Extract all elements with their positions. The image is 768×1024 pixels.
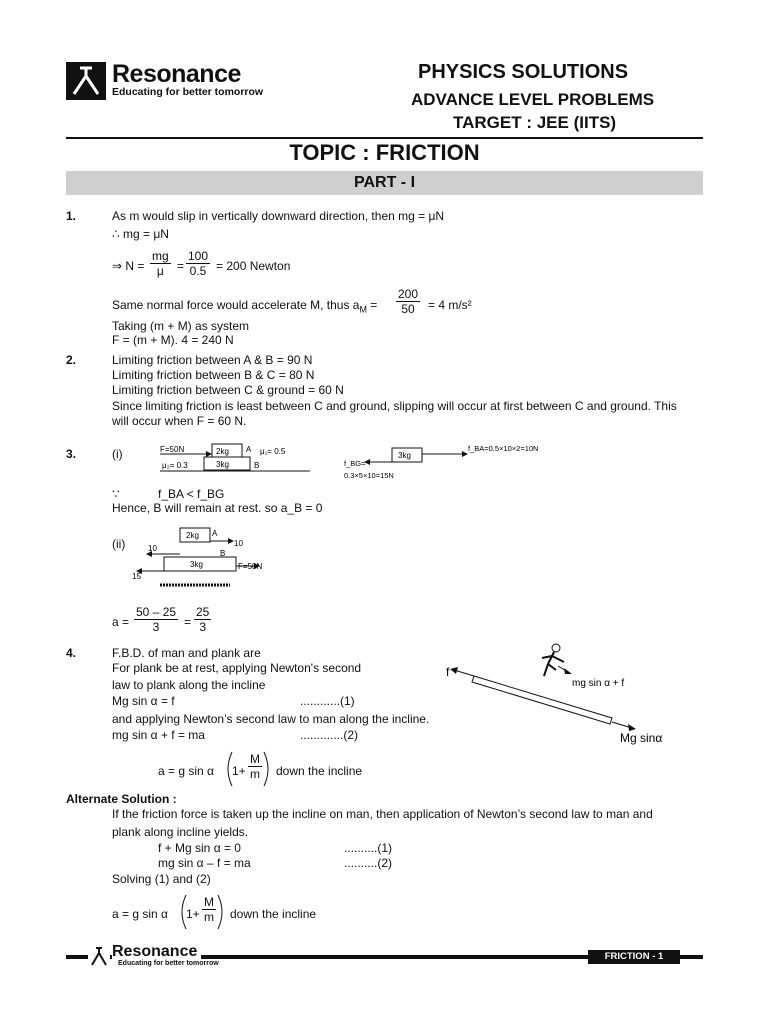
q4-incline-figure bbox=[440, 636, 690, 748]
fig-plank-label: Mg sinα bbox=[620, 731, 663, 745]
d1-mu1: μ₁= 0.5 bbox=[260, 447, 286, 456]
q4-line-3: law to plank along the incline bbox=[112, 678, 266, 692]
d2-fba-label: f_BA=0.5×10×2=10N bbox=[468, 444, 539, 453]
q3-f-den: 3 bbox=[152, 620, 160, 634]
q1-fraction-1 bbox=[150, 249, 171, 278]
alt-title: Alternate Solution : bbox=[66, 792, 177, 806]
d1-b-letter: B bbox=[254, 461, 260, 470]
q1-l4-eq: = bbox=[370, 298, 378, 312]
footer-logo-glyph-icon bbox=[88, 945, 110, 967]
q1-l4-text: Same normal force would accelerate M, thus a bbox=[112, 298, 360, 312]
q4-result-prefix: a = g sin α bbox=[158, 764, 214, 778]
alt-line-1: If the friction force is taken up the incline on man, then application of Newton’s second law to man and bbox=[112, 807, 653, 821]
q1-f3-num: 200 bbox=[398, 287, 419, 301]
q1-f2-num: 100 bbox=[188, 249, 209, 263]
q4-res-den: m bbox=[250, 767, 260, 781]
alt-eq-2: mg sin α – f = ma bbox=[158, 856, 251, 870]
alt-res-num: M bbox=[204, 895, 214, 909]
q3-part-i: (i) bbox=[112, 447, 123, 461]
alt-res-den: m bbox=[204, 910, 214, 924]
fig-man-icon bbox=[542, 644, 564, 676]
d1-block-a-label: 2kg bbox=[216, 447, 229, 456]
q2-line-1: Limiting friction between A & B = 90 N bbox=[112, 353, 313, 367]
q4-line-6-ref: .............(2) bbox=[300, 728, 359, 742]
q1-line-1: As m would slip in vertically downward direction, then mg = μN bbox=[112, 209, 445, 223]
q1-line-6: F = (m + M). 4 = 240 N bbox=[112, 333, 234, 347]
footer-tagline: Educating for better tomorrow bbox=[118, 960, 219, 967]
alt-line-2: plank along incline yields. bbox=[112, 825, 249, 839]
footer-logo-mark bbox=[88, 945, 110, 967]
page-number-badge: FRICTION - 1 bbox=[588, 950, 680, 964]
q4-res-num: M bbox=[250, 752, 260, 766]
q4-result-one: 1+ bbox=[232, 764, 246, 778]
q3-diagram-2 bbox=[340, 440, 540, 484]
logo-glyph-icon bbox=[66, 62, 106, 100]
q2-number: 2. bbox=[66, 353, 77, 367]
d1-mu2: μ₂= 0.3 bbox=[162, 461, 188, 470]
d3-force-label: F=50N bbox=[238, 562, 263, 571]
q1-eq-post: = 200 Newton bbox=[216, 259, 291, 273]
q4-line-5: and applying Newton’s second law to man along the incline. bbox=[112, 712, 430, 726]
fig-friction-arrowhead-icon bbox=[450, 667, 458, 674]
alt-result-one: 1+ bbox=[186, 907, 200, 921]
q3-hence: Hence, B will remain at rest. so a_B = 0 bbox=[112, 501, 323, 515]
alt-eq-1: f + Mg sin α = 0 bbox=[158, 841, 241, 855]
q3-a-prefix: a = bbox=[112, 615, 130, 629]
part-banner bbox=[66, 171, 703, 195]
q1-f3-den: 50 bbox=[401, 302, 415, 316]
part-label: PART - I bbox=[353, 174, 416, 191]
d2-block-label: 3kg bbox=[398, 451, 411, 460]
header-rule bbox=[66, 137, 703, 139]
q4-number: 4. bbox=[66, 646, 77, 660]
brand-name: Resonance bbox=[112, 60, 241, 88]
q1-eq-mid: = bbox=[177, 259, 185, 273]
fig-man-arrowhead-icon bbox=[564, 668, 572, 674]
q1-l4-post: = 4 m/s² bbox=[428, 298, 472, 312]
doc-title: PHYSICS SOLUTIONS bbox=[418, 61, 629, 83]
d3-15: 15 bbox=[132, 572, 141, 581]
q3-fraction-2 bbox=[194, 605, 211, 634]
q3-diagram-3 bbox=[130, 524, 290, 592]
brand-tagline: Educating for better tomorrow bbox=[112, 86, 264, 98]
q1-line-2: ∴ mg = μN bbox=[112, 227, 169, 241]
q3-diagram-1 bbox=[140, 440, 320, 484]
q1-eq-prefix: ⇒ N = bbox=[112, 259, 145, 273]
q1-f1-den: μ bbox=[156, 264, 164, 278]
q1-line-4 bbox=[112, 298, 377, 314]
doc-subtitle: ADVANCE LEVEL PROBLEMS bbox=[411, 90, 655, 109]
alt-eq-2-ref: ..........(2) bbox=[344, 856, 393, 870]
d2-fbg-label-2: 0.3×5×10=15N bbox=[344, 471, 394, 480]
q3-comparison: f_BA < f_BG bbox=[158, 487, 225, 501]
fig-man-label: mg sin α + f bbox=[572, 678, 625, 689]
alt-result-prefix: a = g sin α bbox=[112, 907, 168, 921]
q1-l4-sub: M bbox=[359, 304, 367, 315]
q2-line-3: Limiting friction between C & ground = 60 N bbox=[112, 383, 344, 397]
d3-b-letter: B bbox=[220, 549, 226, 558]
d1-a-letter: A bbox=[246, 445, 252, 454]
q2-line-5: will occur when F = 60 N. bbox=[112, 414, 247, 428]
d3-bottom-label: 3kg bbox=[190, 560, 203, 569]
q3-f-num: 50 – 25 bbox=[136, 605, 177, 619]
fig-f-label: f bbox=[446, 665, 450, 679]
q1-fraction-3 bbox=[396, 287, 420, 316]
q4-line-6: mg sin α + f = ma bbox=[112, 728, 205, 742]
d1-force-label: F=50N bbox=[160, 445, 185, 454]
q1-f1-num: mg bbox=[152, 249, 169, 263]
q3-part-ii: (ii) bbox=[112, 537, 126, 551]
q2-line-4: Since limiting friction is least between C and ground, slipping will occur at first between C and ground. This bbox=[112, 399, 677, 413]
d3-top-label: 2kg bbox=[186, 531, 199, 540]
footer-brand: Resonance bbox=[112, 943, 201, 961]
logo-mark bbox=[66, 62, 106, 100]
q3-g-num: 25 bbox=[196, 605, 210, 619]
alt-eq-1-ref: ..........(1) bbox=[344, 841, 393, 855]
alt-result-suffix: down the incline bbox=[230, 907, 317, 921]
q3-g-den: 3 bbox=[199, 620, 207, 634]
doc-target: TARGET : JEE (IITS) bbox=[453, 113, 617, 132]
q4-result-suffix: down the incline bbox=[276, 764, 363, 778]
q4-line-4-ref: ............(1) bbox=[300, 694, 355, 708]
fig-friction-arrow bbox=[454, 670, 474, 676]
q1-number: 1. bbox=[66, 209, 77, 223]
q3-number: 3. bbox=[66, 447, 77, 461]
d1-block-b-label: 3kg bbox=[216, 460, 229, 469]
topic-title: TOPIC : FRICTION bbox=[289, 140, 480, 165]
alt-result-fraction bbox=[202, 895, 216, 924]
q4-result-fraction bbox=[248, 752, 262, 781]
q4-line-1: F.B.D. of man and plank are bbox=[112, 646, 261, 660]
q3-fraction-1 bbox=[134, 605, 178, 634]
q1-line-5: Taking (m + M) as system bbox=[112, 319, 250, 333]
d1-arrowhead-icon bbox=[206, 451, 212, 457]
q4-close-paren-icon bbox=[262, 750, 274, 788]
q1-fraction-2 bbox=[186, 249, 210, 278]
fig-plank-arrowhead-icon bbox=[628, 724, 636, 731]
q1-f2-den: 0.5 bbox=[189, 264, 207, 278]
d3-10-right: 10 bbox=[234, 539, 243, 548]
q3-since: ∵ bbox=[112, 487, 120, 501]
q2-line-2: Limiting friction between B & C = 80 N bbox=[112, 368, 315, 382]
d3-10-left: 10 bbox=[148, 544, 157, 553]
q4-line-2: For plank be at rest, applying Newton's second bbox=[112, 661, 362, 675]
alt-close-paren-icon bbox=[216, 893, 228, 931]
q3-eq: = bbox=[184, 615, 192, 629]
d3-a-letter: A bbox=[212, 529, 218, 538]
d2-fbg-label-1: f_BG= bbox=[344, 459, 366, 468]
alt-line-3: Solving (1) and (2) bbox=[112, 872, 211, 886]
q4-line-4: Mg sin α = f bbox=[112, 694, 175, 708]
